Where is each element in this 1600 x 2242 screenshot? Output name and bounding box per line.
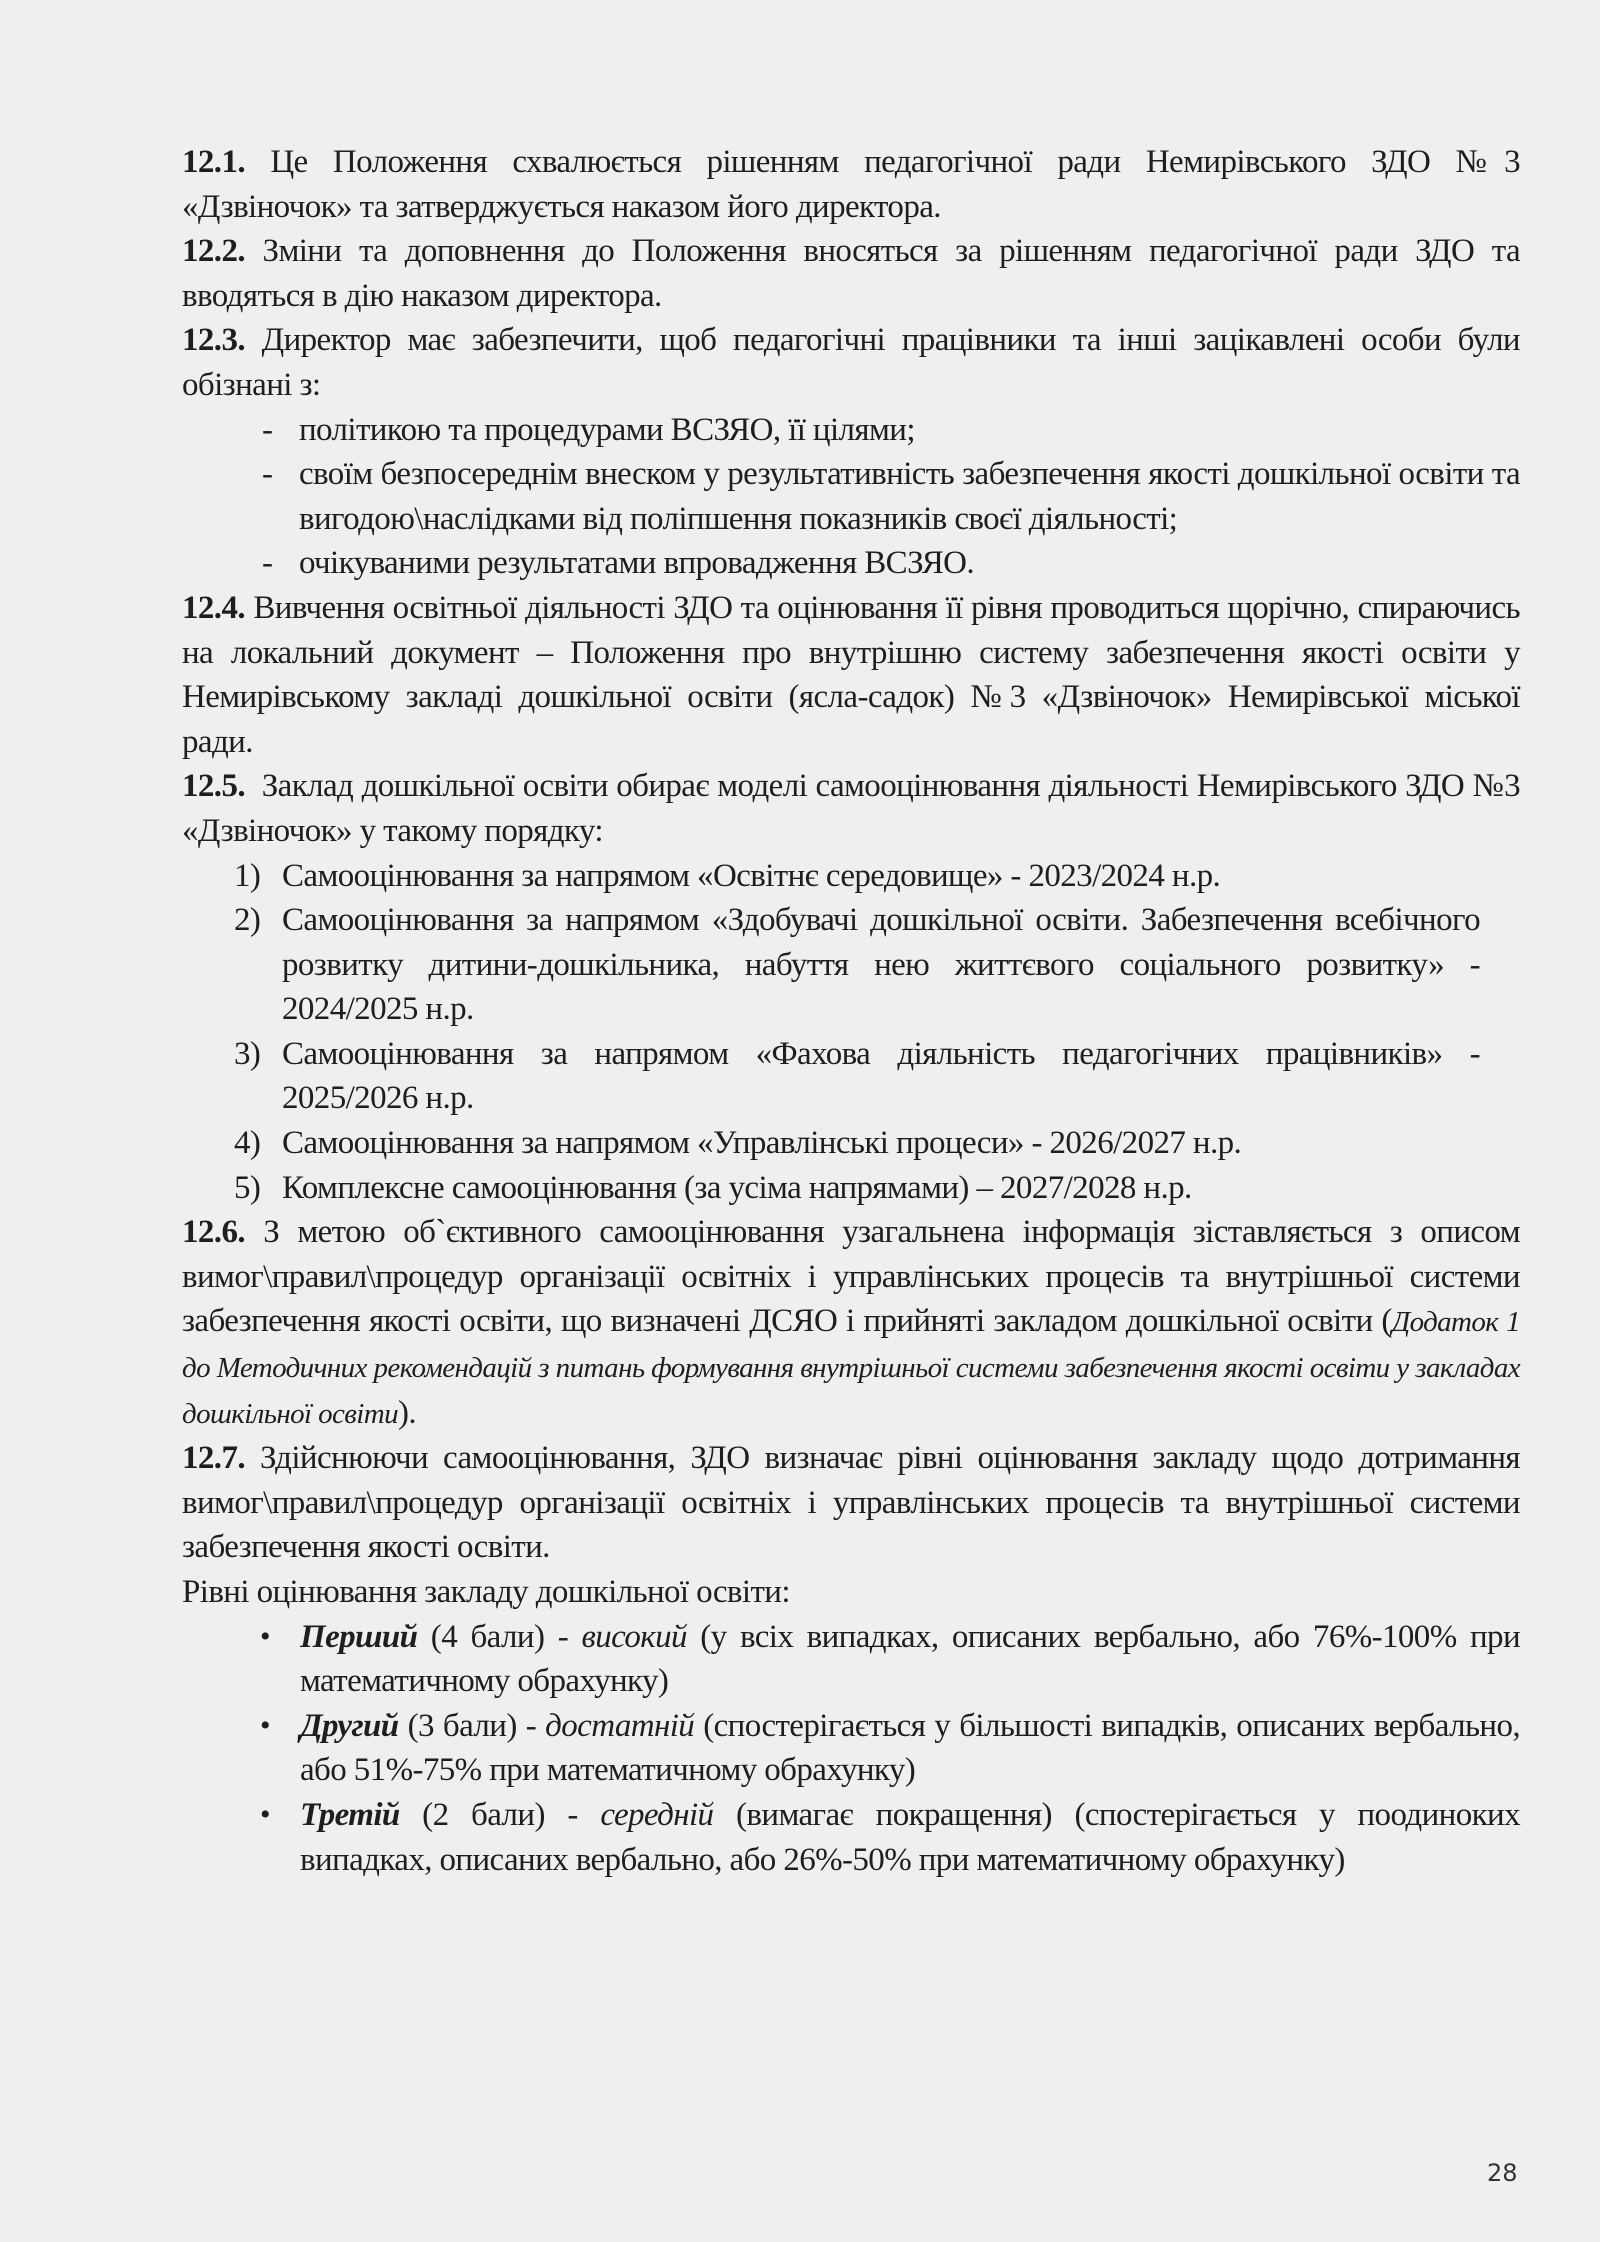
number-marker: 1) xyxy=(234,857,261,894)
level-grade: середній xyxy=(600,1796,714,1833)
level-description: (у всіх випадках, описаних вербально, або 76%-100% при математичному обрахунку) xyxy=(300,1618,1521,1700)
level-grade: достатній xyxy=(545,1707,695,1744)
section-12-1 xyxy=(182,140,1520,229)
dash-marker: - xyxy=(262,456,273,493)
section-text: З метою об`єктивного самооцінювання узагальнена інформація зіставляється з описом вимог\правил\процедур організації освітніх і управлінських процесів та внутрішньої системи забезпечення якості освіти, що визначені ДСЯО і прийняті закладом дошкільної освіти ( xyxy=(182,1214,1520,1340)
list-item xyxy=(182,898,1520,1032)
section-number: 12.5. xyxy=(182,768,246,805)
section-text: Це Положення схвалюється рішенням педагогічної ради Немирівського ЗДО №3 «Дзвіночок» та затверджується наказом його директора. xyxy=(182,144,1520,225)
bullet-marker: • xyxy=(260,1797,270,1831)
page-number: 28 xyxy=(1487,2159,1518,2187)
section-text: Здійснюючи самооцінювання, ЗДО визначає рівні оцінювання закладу щодо дотримання вимог\правил\процедур організації освітніх і управлінських процесів та внутрішньої системи забезпечення якості освіти. xyxy=(182,1440,1520,1566)
section-12-6 xyxy=(182,1210,1520,1436)
number-marker: 5) xyxy=(234,1169,261,1206)
dash-marker: - xyxy=(262,545,273,582)
section-12-4 xyxy=(182,586,1520,764)
section-12-2 xyxy=(182,229,1520,318)
level-description: (вимагає покращення) (спостерігається у поодиноких випадках, описаних вербально, або 26%-50% при математичному обрахунку) xyxy=(300,1796,1521,1878)
level-points: (2 бали) - xyxy=(399,1796,601,1833)
number-marker: 2) xyxy=(234,902,261,939)
section-number: 12.4. xyxy=(182,589,246,626)
list-item xyxy=(182,1032,1520,1121)
section-number: 12.1. xyxy=(182,144,246,180)
list-item-text: політикою та процедурами ВСЗЯО, її цілями; xyxy=(299,411,915,448)
list-item-text: Самооцінювання за напрямом «Освітнє середовище» - 2023/2024 н.р. xyxy=(282,857,1221,894)
list-item xyxy=(182,408,1520,453)
level-item xyxy=(182,1704,1520,1793)
awareness-list xyxy=(182,408,1520,586)
document-page xyxy=(182,140,1528,1882)
list-item xyxy=(182,854,1520,899)
number-marker: 3) xyxy=(234,1035,261,1072)
list-item-text: Самооцінювання за напрямом «Здобувачі дошкільної освіти. Забезпечення всебічного розвитку дитини-дошкільника, набуття нею життєвого соціального розвитку» - 2024/2025 н.р. xyxy=(282,902,1480,1028)
section-12-3 xyxy=(182,318,1520,407)
level-item xyxy=(182,1793,1520,1882)
dash-marker: - xyxy=(262,411,273,448)
section-text: Заклад дошкільної освіти обирає моделі самооцінювання діяльності Немирівського ЗДО №3 «Дзвіночок» у такому порядку: xyxy=(182,768,1528,849)
level-points: (4 бали) - xyxy=(417,1618,582,1655)
bullet-marker: • xyxy=(260,1708,270,1742)
level-grade: високий xyxy=(581,1618,687,1655)
list-item-text: Самооцінювання за напрямом «Фахова діяльність педагогічних працівників» - 2025/2026 н.р. xyxy=(282,1035,1480,1117)
section-note: Додаток 1 до Методичних рекомендацій з питань формування внутрішньої системи забезпечення якості освіти у закладах дошкільної освіти xyxy=(182,1306,1520,1430)
self-assessment-schedule xyxy=(182,854,1520,1211)
section-number: 12.3. xyxy=(182,322,246,359)
section-number: 12.7. xyxy=(182,1440,246,1477)
level-name: Третій xyxy=(300,1796,400,1833)
section-text-tail: ). xyxy=(397,1394,417,1431)
list-item-text: Комплексне самооцінювання (за усіма напрямами) – 2027/2028 н.р. xyxy=(282,1169,1192,1206)
section-12-5 xyxy=(182,764,1528,853)
level-item xyxy=(182,1615,1520,1704)
section-number: 12.6. xyxy=(182,1214,246,1251)
list-item-text: своїм безпосереднім внеском у результативність забезпечення якості дошкільної освіти та вигодою\наслідками від поліпшення показників своєї діяльності; xyxy=(299,456,1520,537)
list-item-text: Самооцінювання за напрямом «Управлінські процеси» - 2026/2027 н.р. xyxy=(282,1125,1242,1162)
section-number: 12.2. xyxy=(182,233,246,270)
list-item xyxy=(182,1121,1520,1166)
levels-list xyxy=(182,1615,1520,1883)
list-item-text: очікуваними результатами впровадження ВСЗЯО. xyxy=(299,545,975,582)
levels-intro: Рівні оцінювання закладу дошкільної освіти: xyxy=(182,1574,790,1610)
list-item xyxy=(182,541,1520,586)
level-description: (спостерігається у більшості випадків, описаних вербально, або 51%-75% при математичному обрахунку) xyxy=(300,1707,1521,1789)
level-name: Другий xyxy=(300,1707,399,1744)
list-item xyxy=(182,1166,1520,1211)
section-12-7 xyxy=(182,1436,1520,1570)
level-points: (3 бали) - xyxy=(398,1707,546,1744)
bullet-marker: • xyxy=(260,1619,270,1653)
level-name: Перший xyxy=(300,1618,418,1655)
number-marker: 4) xyxy=(234,1125,261,1162)
list-item xyxy=(182,452,1520,541)
section-text: Зміни та доповнення до Положення вносяться за рішенням педагогічної ради ЗДО та вводяться в дію наказом директора. xyxy=(182,233,1520,314)
section-text: Вивчення освітньої діяльності ЗДО та оцінювання її рівня проводиться щорічно, спираючись на локальний документ – Положення про внутрішню систему забезпечення якості освіти у Немирівському закладі дошкільної освіти (ясла-садок) №3 «Дзвіночок» Немирівської міської ради. xyxy=(182,589,1520,760)
section-text: Директор має забезпечити, щоб педагогічні працівники та інші зацікавлені особи були обізнані з: xyxy=(182,322,1520,403)
